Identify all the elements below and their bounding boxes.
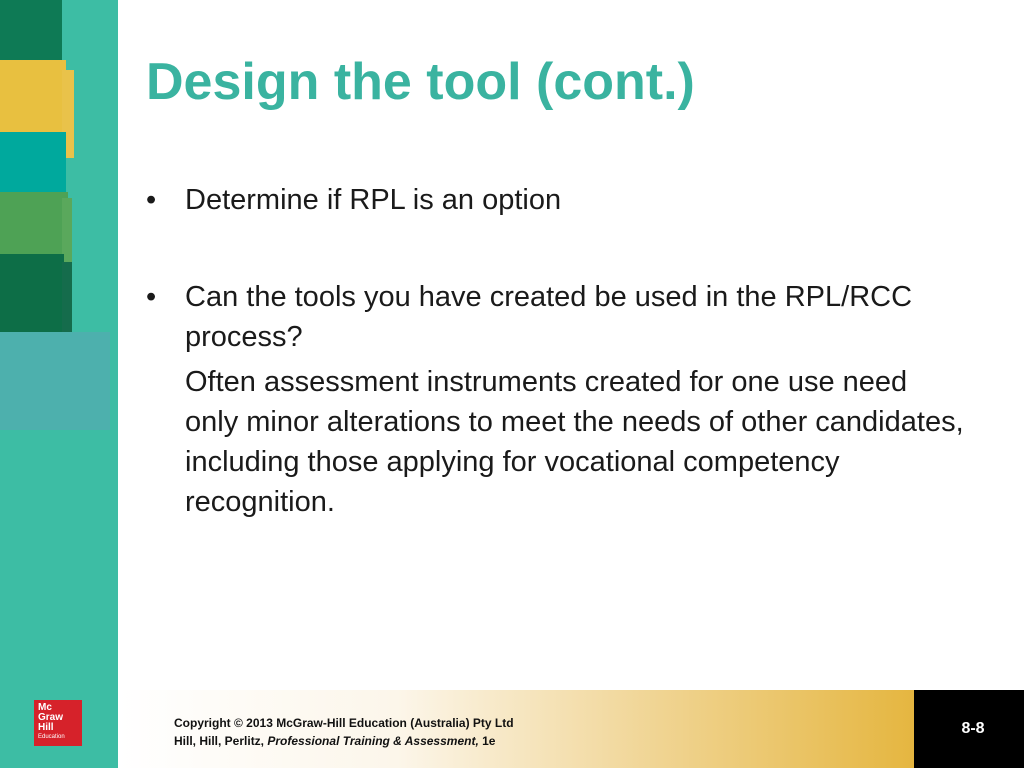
footer-text xyxy=(174,714,514,750)
mcgraw-hill-logo xyxy=(34,700,82,746)
slide-title: Design the tool (cont.) xyxy=(146,53,695,111)
logo-line: Hill xyxy=(38,722,54,733)
slide-content xyxy=(146,180,966,522)
book-base xyxy=(0,332,110,430)
logo-line: Mc xyxy=(38,702,52,713)
book-dark-green xyxy=(0,254,64,332)
bullet-marker: • xyxy=(146,184,157,216)
book-stack-graphic xyxy=(0,0,118,430)
logo-line: Graw xyxy=(38,712,64,723)
book-teal xyxy=(0,132,66,192)
book-yellow xyxy=(0,60,66,132)
page-number-box xyxy=(914,690,1024,768)
citation-line xyxy=(174,732,514,750)
copyright-line: Copyright © 2013 McGraw-Hill Education (Australia) Pty Ltd xyxy=(174,716,514,730)
book-green xyxy=(0,192,68,254)
page-number: 8-8 xyxy=(961,720,985,737)
bullet-text: Determine if RPL is an option xyxy=(185,184,562,216)
authors: Hill, Hill, Perlitz, xyxy=(174,734,265,748)
logo-line: Education xyxy=(38,734,65,740)
bullet-item xyxy=(146,277,966,357)
sub-paragraph: Often assessment instruments created for one use need only minor alterations to meet the needs of other candidates, including those applying for vocational competency recognition. xyxy=(185,366,964,518)
bullet-marker: • xyxy=(146,281,157,313)
bullet-item xyxy=(146,180,966,220)
sidebar-decoration xyxy=(0,0,118,768)
book-dark-green-top xyxy=(0,0,62,60)
book-title: Professional Training & Assessment, xyxy=(267,734,479,748)
bullet-text: Can the tools you have created be used in the RPL/RCC process? xyxy=(185,281,913,353)
footer-bar xyxy=(118,690,914,768)
edition: 1e xyxy=(482,734,496,748)
